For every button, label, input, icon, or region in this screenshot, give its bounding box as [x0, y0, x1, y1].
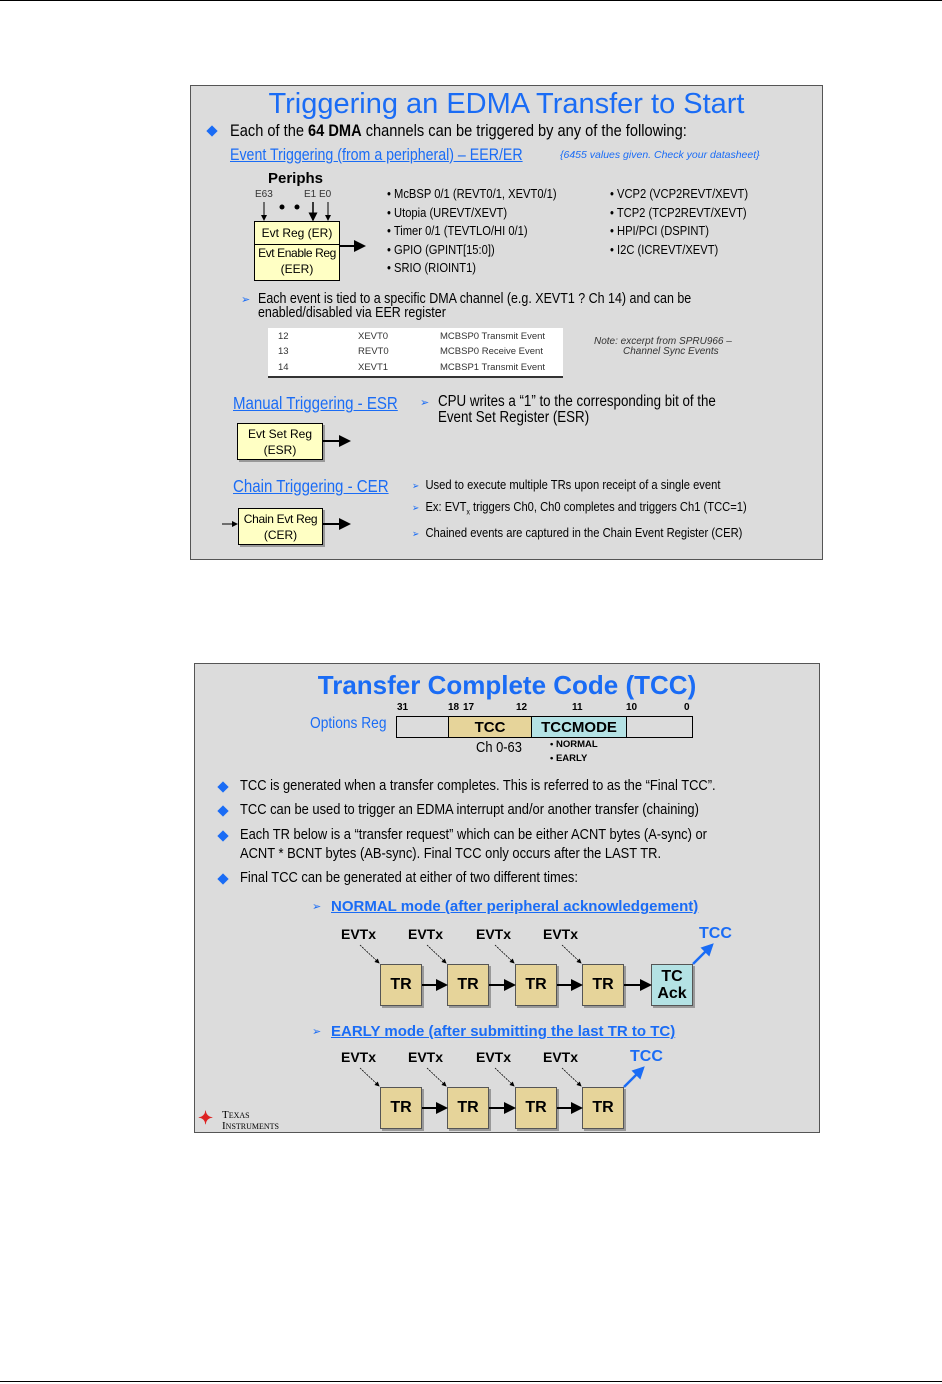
logo-text: Texas [222, 1109, 250, 1121]
chain-text: Used to execute multiple TRs upon receipt of a single event [425, 477, 721, 492]
slide2-title: Transfer Complete Code (TCC) [317, 670, 697, 700]
evtx-label: EVTx [543, 1049, 579, 1065]
evtx-label: EVTx [341, 1049, 377, 1065]
mode-normal: • NORMAL [550, 739, 598, 750]
event-triggering-link[interactable]: Event Triggering (from a peripheral) – EER/ER [230, 146, 523, 164]
cell: XEVT0 [358, 331, 389, 342]
intro-text: Each of the [230, 121, 309, 140]
note-line-1: Note: excerpt from SPRU966 – [594, 336, 732, 347]
periph-item: • TCP2 (TCP2REVT/XEVT) [610, 204, 747, 220]
tied-line-1: Each event is tied to a specific DMA channel (e.g. XEVT1 ? Ch 14) and can be [258, 291, 692, 307]
cell: REVT0 [358, 346, 389, 357]
e63-label: E63 [255, 189, 273, 200]
bit-17: 17 [463, 702, 475, 713]
esr-label-2: (ESR) [263, 443, 297, 457]
bit-11: 11 [572, 702, 583, 713]
cell: XEVT1 [358, 362, 389, 373]
reg-field-tccmode: TCCMODE [531, 716, 627, 738]
periph-item: • McBSP 0/1 (REVT0/1, XEVT0/1) [387, 186, 557, 201]
chain-text: Ex: EVT [425, 499, 467, 514]
channel-events-table [268, 328, 563, 378]
manual-line-2: Event Set Register (ESR) [438, 408, 590, 426]
eer-label-2: (EER) [280, 262, 314, 276]
early-mode-link[interactable]: EARLY mode (after submitting the last TR to TC) [331, 1023, 676, 1040]
eer-label-1: Evt Enable Reg [258, 246, 336, 260]
tcc-bullet: TCC is generated when a transfer completes. This is referred to as the “Final TCC”. [240, 777, 716, 794]
tr-box: TR [380, 964, 422, 1006]
mode-early: • EARLY [550, 753, 588, 764]
intro-text-end: channels can be triggered by any of the following: [361, 121, 687, 140]
chain-bullet [412, 523, 747, 545]
tr-box: TR [380, 1087, 422, 1129]
periph-col2 [610, 185, 748, 259]
chain-bullets [412, 475, 747, 545]
cell: 13 [278, 346, 289, 357]
esr-label-1: Evt Set Reg [247, 427, 313, 441]
chain-triggering-link[interactable]: Chain Triggering - CER [233, 476, 389, 496]
ack-label: Ack [657, 985, 687, 1002]
chain-bullet [412, 497, 747, 523]
subscript: x [466, 507, 470, 517]
bit-10: 10 [626, 702, 638, 713]
tr-box: TR [582, 1087, 624, 1129]
bit-31: 31 [397, 702, 409, 713]
evtx-label: EVTx [476, 926, 512, 942]
periph-item: • GPIO (GPINT[15:0]) [387, 241, 495, 257]
tcc-bullet: Final TCC can be generated at either of two different times: [240, 869, 578, 886]
chevron-right-icon: ➢ [312, 1026, 322, 1038]
evt-reg-er-box [254, 221, 340, 281]
evt-set-reg-esr-box [237, 423, 323, 460]
tied-line-2: enabled/disabled via EER register [258, 305, 446, 321]
chain-text: Chained events are captured in the Chain Event Register (CER) [425, 524, 743, 540]
chain-text: triggers Ch0, Ch0 completes and triggers Ch1 (TCC=1) [469, 499, 747, 514]
chevron-right-icon: ➢ [241, 294, 251, 306]
tcc-bullet: TCC can be used to trigger an EDMA interrupt and/or another transfer (chaining) [240, 801, 699, 818]
evtx-label: EVTx [341, 926, 377, 942]
tc-label: TC [661, 968, 683, 985]
chevron-right-icon: ➢ [312, 901, 322, 913]
event-note: {6455 values given. Check your datasheet} [560, 149, 760, 161]
chevron-right-icon: ➢ [420, 397, 430, 409]
ti-logo-icon: ✦ [198, 1108, 214, 1128]
periph-item: • I2C (ICREVT/XEVT) [610, 241, 719, 257]
tcc-bullet: Each TR below is a “transfer request” which can be either ACNT bytes (A-sync) or [240, 826, 707, 843]
tr-box: TR [447, 1087, 489, 1129]
tc-ack-box [651, 964, 693, 1006]
slide1-title: Triggering an EDMA Transfer to Start [268, 88, 745, 120]
top-rule [0, 0, 942, 1]
periph-item: • HPI/PCI (DSPINT) [610, 223, 709, 239]
tr-box: TR [582, 964, 624, 1006]
options-reg-label: Options Reg [310, 715, 387, 732]
bit-0: 0 [684, 702, 690, 713]
tcc-output-label: TCC [699, 925, 732, 942]
cell: 12 [278, 331, 289, 342]
tcc-output-label: TCC [630, 1048, 663, 1065]
intro-bold: 64 DMA [308, 121, 362, 140]
reg-field-reserved-low [626, 716, 693, 738]
manual-line-1: CPU writes a “1” to the corresponding bit of the [438, 393, 716, 410]
e1-e0-label: E1 E0 [304, 189, 332, 200]
tcc-range: Ch 0-63 [476, 739, 522, 756]
periph-item: • Utopia (UREVT/XEVT) [387, 204, 508, 220]
er-label: Evt Reg (ER) [255, 222, 339, 245]
chevron-right-icon: ➢ [412, 503, 420, 514]
note-line-2: Channel Sync Events [623, 346, 719, 357]
cell: MCBSP1 Transmit Event [440, 362, 546, 373]
evtx-label: EVTx [408, 1049, 444, 1065]
tied-text [258, 292, 691, 320]
bottom-rule [0, 1381, 942, 1382]
tr-box: TR [447, 964, 489, 1006]
chain-evt-reg-cer-box [238, 508, 323, 545]
tr-box: TR [515, 1087, 557, 1129]
chevron-right-icon: ➢ [412, 528, 420, 540]
cer-label-2: (CER) [263, 528, 298, 542]
manual-triggering-link[interactable]: Manual Triggering - ESR [233, 393, 398, 413]
table-note [594, 337, 732, 357]
evtx-label: EVTx [543, 926, 579, 942]
bit-18: 18 [448, 702, 460, 713]
cell: 14 [278, 362, 289, 373]
evtx-label: EVTx [476, 1049, 512, 1065]
evtx-label: EVTx [408, 926, 444, 942]
periphs-label: Periphs [268, 170, 324, 187]
bit-12: 12 [516, 702, 528, 713]
chevron-right-icon: ➢ [412, 481, 420, 492]
reg-field-reserved-high [396, 716, 449, 738]
logo-text: Instruments [222, 1120, 280, 1132]
periph-col1 [387, 185, 557, 278]
chain-bullet [412, 475, 747, 497]
periph-item: • SRIO (RIOINT1) [387, 260, 477, 276]
tcc-bullet-cont: ACNT * BCNT bytes (AB-sync). Final TCC only occurs after the LAST TR. [240, 845, 662, 862]
tr-box: TR [515, 964, 557, 1006]
periph-item: • VCP2 (VCP2REVT/XEVT) [610, 186, 749, 201]
manual-text [438, 394, 716, 425]
periph-item: • Timer 0/1 (TEVTLO/HI 0/1) [387, 223, 528, 239]
cell: MCBSP0 Transmit Event [440, 331, 546, 342]
normal-mode-link[interactable]: NORMAL mode (after peripheral acknowledgement) [331, 898, 699, 915]
cell: MCBSP0 Receive Event [440, 346, 543, 357]
reg-field-tcc: TCC [448, 716, 532, 738]
cer-label-1: Chain Evt Reg [243, 512, 318, 526]
slide1-intro [230, 121, 687, 141]
